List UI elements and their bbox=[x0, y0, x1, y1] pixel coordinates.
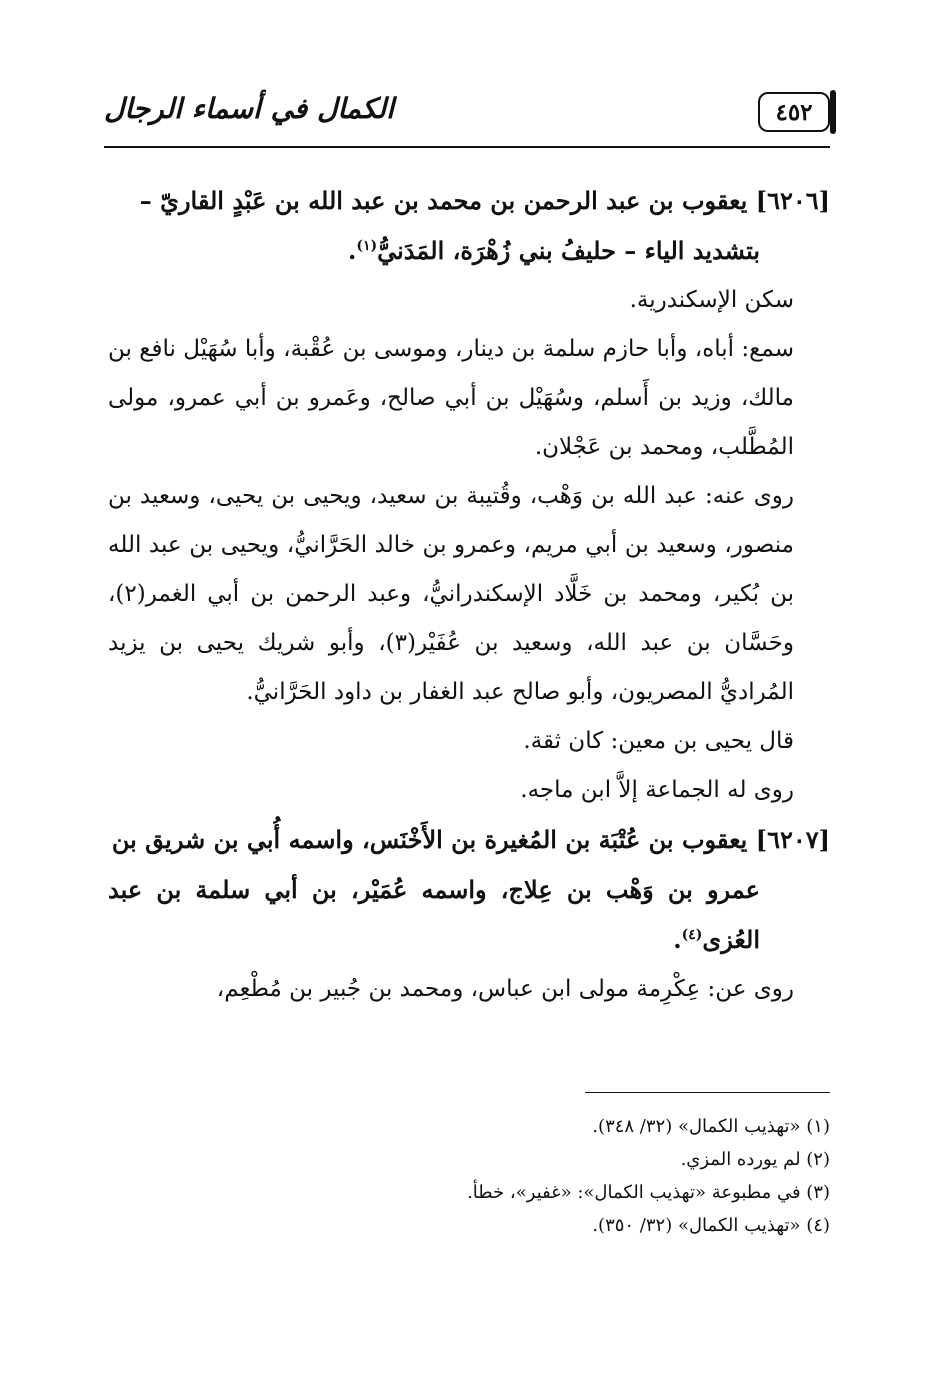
footnote: (١) «تهذيب الكمال» (٣٢/ ٣٤٨). bbox=[592, 1116, 830, 1137]
entry-number: [٦٢٠٧] bbox=[755, 825, 830, 854]
footnote: (٤) «تهذيب الكمال» (٣٢/ ٣٥٠). bbox=[592, 1215, 830, 1236]
footnote-ref: (١) bbox=[356, 238, 378, 254]
running-title: الكمال في أسماء الرجال bbox=[104, 92, 394, 125]
footnote-ref: (٤) bbox=[681, 927, 703, 943]
header-rule bbox=[104, 146, 830, 148]
page-header bbox=[104, 88, 830, 148]
page-number: ٤٥٢ bbox=[758, 92, 830, 132]
paragraph: قال يحيى بن معين: كان ثقة. bbox=[523, 728, 794, 754]
paragraph: روى عن: عِكْرِمة مولى ابن عباس، ومحمد بن جُبير بن مُطْعِم، bbox=[216, 976, 794, 1002]
page-body bbox=[108, 176, 830, 1014]
entry-heading-line: عمرو بن وَهْب بن عِلاج، واسمه عُمَيْر، بن أبي سلمة بن bbox=[156, 875, 760, 904]
footnotes bbox=[330, 1110, 830, 1242]
entry-heading-6207: [٦٢٠٧] يعقوب بن عُتْبَة بن المُغيرة بن الأَخْنَس، واسمه أُبي بن شريق بن عمرو بن وَهْب بن عِلاج، واسمه عُمَيْر، بن أبي سلمة بن عبد العُزى$^{(٤)}$. bbox=[108, 825, 830, 954]
entry-heading-line: عبد العُزى bbox=[108, 875, 760, 954]
paragraph: روى عنه: عبد الله بن وَهْب، وقُتيبة بن سعيد، ويحيى بن يحيى، وسعيد بن منصور، وسعيد بن أبي مريم، وعمرو بن خالد الحَرَّانيُّ، ويحيى بن عبد الله بن بُكير، ومحمد بن خَلَّاد الإسكندرانيُّ، وعبد الرحمن بن أبي الغمر(٢)، وحَسَّان بن عبد الله، وسعيد بن عُفَيْر(٣)، وأبو شريك يحيى بن يزيد المُراديُّ المصريون، وأبو صالح عبد الغفار بن داود الحَرَّانيُّ. bbox=[108, 483, 794, 705]
paragraph: سكن الإسكندرية. bbox=[629, 287, 794, 313]
entry-heading-line: يعقوب بن عبد الرحمن بن محمد بن عبد الله بن عَبْدٍ القاريّ – bbox=[139, 186, 748, 215]
paragraph: سمع: أباه، وأبا حازم سلمة بن دينار، وموسى بن عُقْبة، وأبا سُهَيْل نافع بن مالك، وزيد بن أَسلم، وسُهَيْل بن أبي صالح، وعَمرو بن أبي عمرو، مولى المُطَّلب، ومحمد بن عَجْلان. bbox=[108, 336, 794, 460]
footnote: (٣) في مطبوعة «تهذيب الكمال»: «غفير»، خطأ. bbox=[467, 1182, 830, 1203]
footnote: (٢) لم يورده المزي. bbox=[680, 1149, 830, 1170]
entry-heading-line: بتشديد الياء – حليفُ بني زُهْرَة، المَدَنيُّ bbox=[377, 236, 760, 265]
entry-heading-6206: [٦٢٠٦] يعقوب بن عبد الرحمن بن محمد بن عبد الله بن عَبْدٍ القاريّ – بتشديد الياء – حليفُ بني زُهْرَة، المَدَنيُّ$^{(١)}$. bbox=[139, 186, 830, 265]
paragraph: روى له الجماعة إلاَّ ابن ماجه. bbox=[520, 777, 794, 803]
footnote-rule bbox=[585, 1092, 830, 1093]
entry-heading-line: يعقوب بن عُتْبَة بن المُغيرة بن الأَخْنَس، واسمه أُبي بن شريق بن bbox=[111, 825, 748, 854]
entry-number: [٦٢٠٦] bbox=[755, 186, 830, 215]
